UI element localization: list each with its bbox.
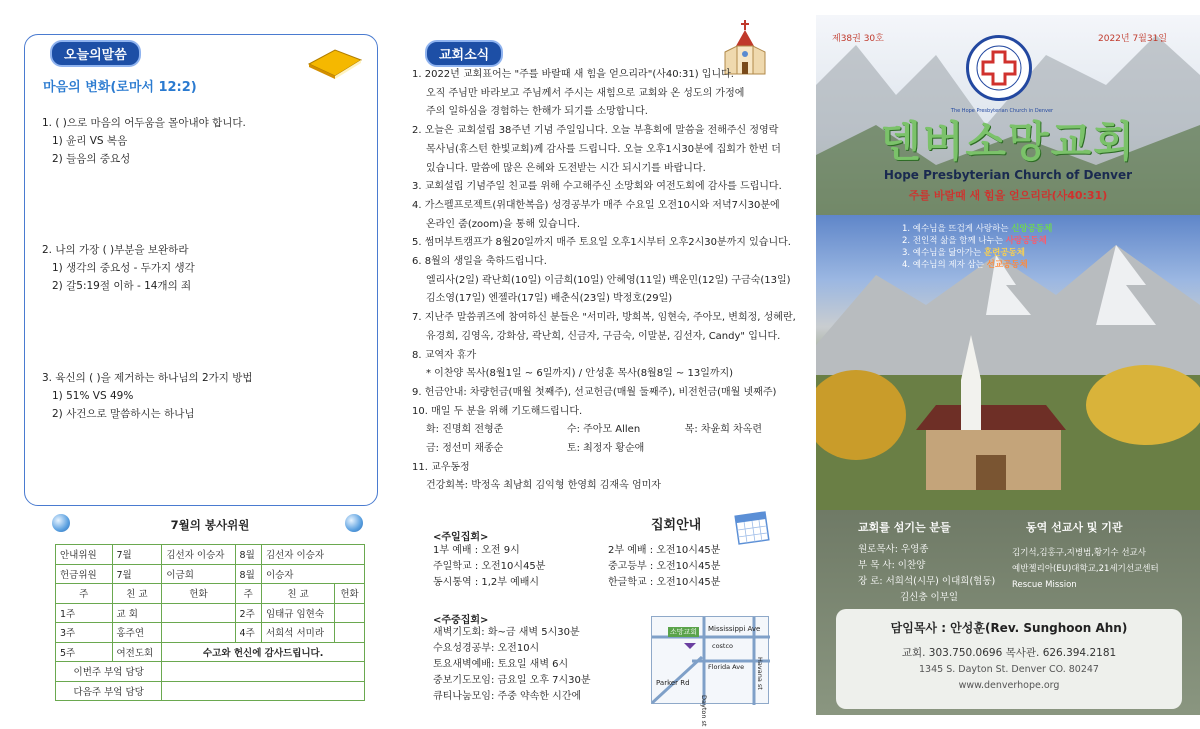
map-church-label: 소망교회 [670, 628, 698, 636]
vision-highlight: 사랑공동체 [1005, 236, 1047, 246]
table-row [56, 681, 365, 701]
duty-table [55, 544, 365, 701]
vision-item [902, 223, 1052, 235]
table-cell [162, 623, 235, 643]
staff-item: 장 로: 서희석(시무) 이대희(협동) [858, 576, 996, 587]
table-cell [162, 681, 365, 701]
news-line: 주의 일하심을 경험하는 한해가 되기를 소망합니다. [426, 106, 648, 118]
table-row [56, 603, 365, 623]
sermon-sub: 2) 들음의 중요성 [52, 153, 131, 165]
news-line: 화: 진명희 전형준 수: 주아모 Allen 목: 차윤희 차옥련 [426, 424, 763, 436]
news-line: 7. 지난주 말씀퀴즈에 참여하신 분들은 "서미라, 방희복, 임현숙, 주아모, 변희정, 성혜란, [412, 312, 796, 324]
cover-panel [816, 15, 1200, 715]
schedule-item: 큐티나눔모임: 주중 약속한 시간에 [433, 691, 582, 702]
sunday-heading: <주일집회> [433, 532, 489, 543]
table-header: 주 [235, 584, 261, 604]
table-cell: 홍주연 [112, 623, 162, 643]
table-cell: 안내위원 [56, 545, 113, 565]
table-row [56, 584, 365, 604]
table-cell [162, 662, 365, 682]
vision-highlight: 선교공동체 [986, 260, 1028, 270]
table-header: 헌화 [335, 584, 365, 604]
news-line: 2. 오늘은 교회설립 38주년 기념 주일입니다. 오늘 부흥회에 말씀을 전해주신 정영락 [412, 125, 779, 137]
vision-item [902, 247, 1052, 259]
schedule-item: 토요새벽예배: 토요일 새벽 6시 [433, 659, 569, 670]
sermon-point-2: 2. 나의 가장 ( )부분을 보완하라 [42, 244, 189, 256]
table-row [56, 545, 365, 565]
calendar-icon [733, 506, 773, 546]
schedule-item: 2부 예배 : 오전10시45분 [608, 545, 721, 556]
table-cell: 1주 [56, 603, 113, 623]
news-line: 4. 가스펠프로젝트(위대한복음) 성경공부가 매주 수요일 오전10시와 저녁7시30분에 [412, 199, 780, 211]
vision-text: 4. 예수님의 제자 삼는 [902, 260, 987, 270]
vision-highlight: 훈련공동체 [983, 248, 1025, 258]
table-row [56, 662, 365, 682]
table-cell: 이금희 [162, 564, 235, 584]
news-line: 온라인 줌(zoom)을 통해 있습니다. [426, 218, 581, 230]
gathering-title: 집회안내 [651, 518, 702, 533]
weekday-heading: <주중집회> [433, 615, 489, 626]
volume-number: 제38권 30호 [832, 34, 884, 44]
schedule-item: 주일학교 : 오전10시45분 [433, 561, 546, 572]
table-cell: 다음주 부엌 담당 [56, 681, 162, 701]
table-cell: 이승자 [261, 564, 364, 584]
mission-item: 김기석,김홍구,지병범,황기수 선교사 [1012, 548, 1146, 558]
news-line: 6. 8월의 생일을 축하드립니다. [412, 256, 547, 268]
sermon-sub: 1) 51% VS 49% [52, 390, 134, 402]
mission-list [1012, 545, 1159, 593]
news-line: 오직 주님만 바라보고 주님께서 주시는 새힘으로 교회와 온 성도의 가정에 [426, 87, 745, 99]
news-line: 9. 헌금안내: 차량헌금(매월 첫째주), 선교헌금(매월 둘째주), 비전헌금(매월 넷째주) [412, 386, 777, 398]
logo-text: The Hope Presbyterian Church in Denver [950, 108, 1054, 114]
church-address: 1345 S. Dayton St. Denver CO. 80247 [919, 664, 1099, 675]
pastor-box [836, 609, 1182, 709]
news-heading: 교회소식 [425, 40, 503, 67]
news-line: 엘리사(2일) 곽난희(10일) 이금희(10일) 안혜영(11일) 백운민(12일) 구금숙(13일) [426, 274, 791, 286]
sermon-point-1: 1. ( )으로 마음의 어두움을 몰아내야 합니다. [42, 117, 246, 129]
news-line: 8. 교역자 휴가 [412, 349, 477, 361]
table-header: 친 교 [112, 584, 162, 604]
table-header: 주 [56, 584, 113, 604]
sermon-point-3: 3. 육신의 ( )을 제거하는 하나님의 2가지 방법 [42, 372, 253, 384]
table-row [56, 623, 365, 643]
news-line: 유경희, 김영옥, 강화삼, 곽난희, 신금자, 구금숙, 이말분, 김선자, Candy" 입니다. [426, 330, 781, 342]
map-label: Havana st [756, 657, 764, 690]
table-header: 헌화 [162, 584, 235, 604]
vision-text: 2. 전인적 삶을 함께 나누는 [902, 236, 1006, 246]
map-label: Parker Rd [656, 679, 690, 687]
sermon-sub: 1) 생각의 중요성 - 두가지 생각 [52, 262, 195, 274]
duty-title: 7월의 봉사위원 [170, 518, 250, 532]
table-row [56, 642, 365, 662]
news-line: 건강회복: 박정옥 최남희 김익형 한영희 김재옥 엄미자 [426, 480, 661, 492]
schedule-row [433, 575, 720, 591]
schedule-item: 중고등부 : 오전10시45분 [608, 561, 721, 572]
table-header: 친 교 [261, 584, 334, 604]
schedule-item: 1부 예배 : 오전 9시 [433, 545, 520, 556]
map-label: costco [712, 642, 734, 650]
table-cell: 8월 [235, 564, 261, 584]
table-cell: 교 회 [112, 603, 162, 623]
website-link[interactable]: www.denverhope.org [958, 680, 1060, 691]
news-line: 목사님(휴스턴 한빛교회)께 감사를 드립니다. 오늘 오후1시30분에 집회가 한번 더 [426, 143, 781, 155]
table-cell: 여전도회 [112, 642, 162, 662]
vision-item [902, 259, 1052, 271]
senior-pastor: 담임목사 : 안성훈(Rev. Sunghoon Ahn) [890, 621, 1128, 635]
map-label: Florida Ave [708, 663, 745, 671]
schedule-row [433, 559, 720, 575]
table-cell: 7월 [112, 564, 162, 584]
table-cell: 이번주 부엌 담당 [56, 662, 162, 682]
sermon-heading: 오늘의말씀 [50, 40, 141, 67]
vision-text: 1. 예수님을 뜨겁게 사랑하는 [902, 224, 1012, 234]
staff-item: 부 목 사: 이찬양 [858, 560, 926, 571]
book-icon [305, 42, 363, 80]
vision-text: 3. 예수님을 닮아가는 [902, 248, 984, 258]
table-row [56, 564, 365, 584]
news-line: 있습니다. 말씀에 많은 은혜와 도전받는 시간 되시기를 바랍니다. [426, 162, 706, 174]
schedule-item: 새벽기도회: 화~금 새벽 5시30분 [433, 627, 580, 638]
serve-heading: 교회를 섬기는 분들 [858, 521, 951, 534]
news-line: 3. 교회설립 기념주일 친교를 위해 수고해주신 소망회와 여전도회에 감사를 드립니다. [412, 181, 782, 193]
news-line: 금: 정선미 채종순 토: 최정자 황순애 [426, 443, 645, 455]
schedule-item: 동시통역 : 1,2부 예배시 [433, 577, 540, 588]
staff-list [858, 542, 995, 606]
news-line: 김소영(17일) 엔젤라(17일) 배춘식(23일) 박정호(29일) [426, 293, 673, 305]
scripture-title: 마음의 변화(로마서 12:2) [43, 80, 197, 95]
news-line: 1. 2022년 교회표어는 "주를 바랄때 새 힘을 얻으리라"(사40:31) 입니다. [412, 69, 734, 80]
news-line: * 이찬양 목사(8월1일 ~ 6일까지) / 안성훈 목사(8월8일 ~ 13일까지) [426, 368, 734, 380]
news-line: 5. 썸머부트캠프가 8월20일까지 매주 토요일 오후1시부터 오후2시30분까지 있습니다. [412, 237, 791, 249]
table-cell: 김선자 이승자 [162, 545, 235, 565]
mission-item: Rescue Mission [1012, 580, 1077, 590]
staff-item: 원로목사: 우영종 [858, 544, 929, 555]
news-list [412, 66, 796, 496]
thanks-note: 수고와 헌신에 감사드립니다. [162, 642, 365, 662]
table-cell: 헌금위원 [56, 564, 113, 584]
table-cell: 5주 [56, 642, 113, 662]
schedule-item: 한글학교 : 오전10시45분 [608, 577, 721, 588]
vision-highlight: 신앙공동체 [1011, 224, 1053, 234]
table-cell: 김선자 이승자 [261, 545, 364, 565]
schedule-row [433, 543, 720, 559]
table-cell: 2주 [235, 603, 261, 623]
table-cell [162, 603, 235, 623]
table-cell: 임태규 임현숙 [261, 603, 334, 623]
vision-item [902, 235, 1052, 247]
sermon-sub: 1) 윤리 VS 복음 [52, 135, 128, 147]
church-logo [950, 35, 1054, 114]
weekday-schedule [433, 625, 591, 705]
issue-date: 2022년 7월31일 [1098, 34, 1168, 44]
church-name-en: Hope Presbyterian Church of Denver [883, 168, 1133, 182]
table-cell: 4주 [235, 623, 261, 643]
table-cell: 8월 [235, 545, 261, 565]
vision-list [902, 223, 1052, 271]
map-label: Dayton st [700, 695, 708, 727]
news-line: 10. 매일 두 분을 위해 기도해드립니다. [412, 405, 583, 417]
sermon-sub: 2) 사건으로 말씀하시는 하나님 [52, 408, 195, 420]
logo-cross-icon [969, 38, 1029, 98]
phone-numbers: 교회. 303.750.0696 목사관. 626.394.2181 [901, 647, 1117, 659]
location-map [651, 616, 769, 727]
motto-verse: 주를 바랄때 새 힘을 얻으리라(사40:31) [908, 189, 1108, 202]
mission-heading: 동역 선교사 및 기관 [1026, 521, 1123, 534]
sunday-schedule [433, 543, 720, 591]
table-cell: 7월 [112, 545, 162, 565]
table-cell: 서희석 서미라 [261, 623, 334, 643]
table-cell [335, 603, 365, 623]
map-label: Mississippi Ave [708, 625, 761, 633]
schedule-item: 중보기도모임: 금요일 오후 7시30분 [433, 675, 591, 686]
schedule-item: 수요성경공부: 오전10시 [433, 643, 540, 654]
staff-item: 김신충 이부일 [900, 592, 959, 603]
sermon-sub: 2) 갈5:19절 이하 - 14개의 죄 [52, 280, 192, 292]
church-name: 덴버소망교회 [880, 117, 1136, 166]
table-cell: 3주 [56, 623, 113, 643]
mission-item: 예반젤리아(EU)대학교,21세기선교센터 [1012, 564, 1159, 574]
table-cell [335, 623, 365, 643]
news-line: 11. 교우동정 [412, 461, 470, 473]
